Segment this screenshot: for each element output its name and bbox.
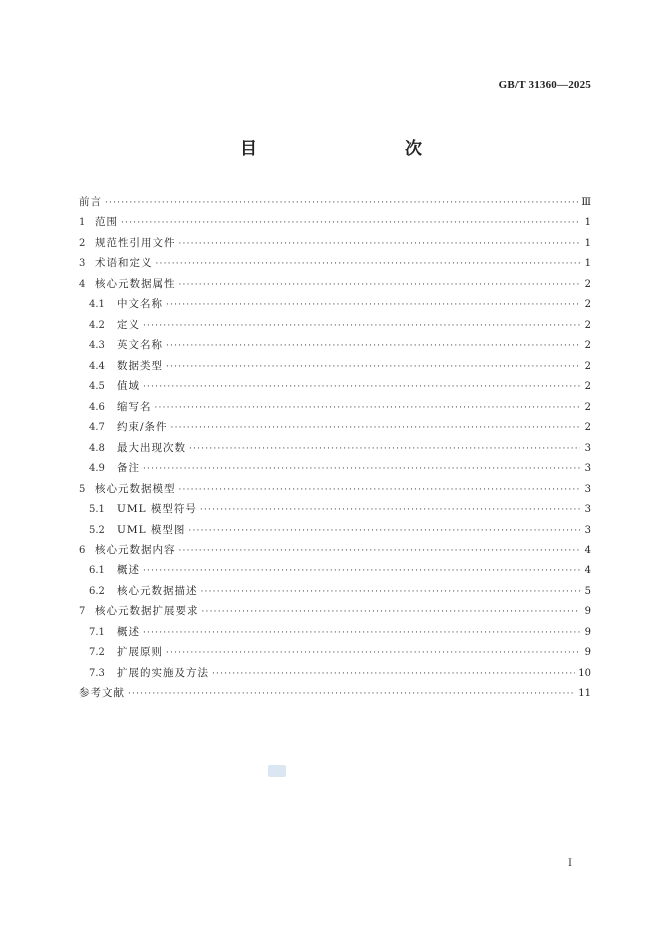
toc-entry-page: 4 xyxy=(584,544,591,556)
toc-dot-leader xyxy=(143,459,580,479)
toc-entry-page: 10 xyxy=(578,667,591,679)
toc-entry-page: 3 xyxy=(584,442,591,454)
toc-dot-leader xyxy=(201,582,581,602)
toc-dot-leader xyxy=(212,664,575,684)
toc-entry[interactable] xyxy=(79,335,591,355)
toc-entry-number: 7 xyxy=(79,606,86,618)
standard-code: GB/T 31360—2025 xyxy=(498,79,591,91)
toc-entry[interactable] xyxy=(79,212,591,232)
toc-entry-page: 2 xyxy=(584,299,591,311)
toc-entry[interactable] xyxy=(79,622,591,642)
toc-entry-page: 1 xyxy=(584,237,591,249)
toc-entry-page: 9 xyxy=(584,606,591,618)
toc-entry[interactable] xyxy=(79,233,591,253)
toc-entry[interactable] xyxy=(79,458,591,478)
toc-entry-page: 4 xyxy=(584,565,591,577)
toc-entry-label: 定义 xyxy=(117,318,140,331)
toc-entry[interactable] xyxy=(79,192,591,212)
toc-entry-label: 值域 xyxy=(117,380,140,393)
toc-entry-page: 3 xyxy=(584,504,591,516)
toc-dot-leader xyxy=(188,521,580,541)
toc-entry-page: 3 xyxy=(584,524,591,536)
toc-entry-number: 7.3 xyxy=(89,667,105,679)
watermark-logo xyxy=(268,765,286,777)
toc-entry[interactable] xyxy=(79,274,591,294)
toc-dot-leader xyxy=(166,336,580,356)
toc-entry-label: 概述 xyxy=(117,564,140,577)
toc-entry-number: 2 xyxy=(79,237,86,249)
toc-entry-label: 概述 xyxy=(117,625,140,638)
toc-entry[interactable] xyxy=(79,540,591,560)
page-number: I xyxy=(568,858,572,869)
toc-entry-number: 3 xyxy=(79,258,86,270)
toc-entry-label: 备注 xyxy=(117,462,140,475)
toc-entry[interactable] xyxy=(79,417,591,437)
toc-entry-number: 6.1 xyxy=(89,565,105,577)
toc-entry-page: 1 xyxy=(584,258,591,270)
toc-entry-page: 9 xyxy=(584,647,591,659)
toc-entry[interactable] xyxy=(79,315,591,335)
toc-dot-leader xyxy=(155,398,581,418)
toc-entry[interactable] xyxy=(79,294,591,314)
toc-entry-number: 5.2 xyxy=(89,524,105,536)
toc-entry-number: 4.7 xyxy=(89,422,105,434)
toc-entry-label: UML 模型符号 xyxy=(117,503,197,516)
toc-entry[interactable] xyxy=(79,479,591,499)
toc-entry-number: 4.5 xyxy=(89,381,105,393)
toc-entry-page: 2 xyxy=(584,422,591,434)
toc-entry[interactable] xyxy=(79,520,591,540)
toc-entry[interactable] xyxy=(79,356,591,376)
toc-entry-page: 1 xyxy=(584,217,591,229)
toc-entry-page: 2 xyxy=(584,278,591,290)
toc-entry-number: 4.2 xyxy=(89,319,105,331)
toc-entry-label: 参考文献 xyxy=(79,687,125,700)
toc-entry-number: 6 xyxy=(79,544,86,556)
toc-entry-number: 5 xyxy=(79,483,86,495)
toc-dot-leader xyxy=(105,193,578,213)
toc-entry-page: 3 xyxy=(584,483,591,495)
toc-entry-label: 范围 xyxy=(95,216,118,229)
toc-entry-label: 数据类型 xyxy=(117,359,163,372)
toc-entry[interactable] xyxy=(79,376,591,396)
toc-entry-label: 前言 xyxy=(79,196,102,208)
toc-dot-leader xyxy=(171,418,580,438)
toc-dot-leader xyxy=(166,295,580,315)
toc-entry-number: 7.2 xyxy=(89,647,105,659)
toc-entry-page: 11 xyxy=(578,688,591,700)
toc-entry-number: 4.1 xyxy=(89,299,105,311)
toc-entry-page: 2 xyxy=(584,360,591,372)
toc-entry-label: 规范性引用文件 xyxy=(95,236,176,249)
toc-entry-page: 2 xyxy=(584,340,591,352)
toc-entry-label: 英文名称 xyxy=(117,339,163,352)
toc-dot-leader xyxy=(128,684,575,704)
toc-entry[interactable] xyxy=(79,601,591,621)
toc-entry[interactable] xyxy=(79,560,591,580)
toc-entry-page: 3 xyxy=(584,463,591,475)
toc-dot-leader xyxy=(200,500,580,520)
toc-entry-number: 4.9 xyxy=(89,463,105,475)
toc-dot-leader xyxy=(143,377,580,397)
toc-entry-number: 4 xyxy=(79,278,86,290)
toc-entry[interactable] xyxy=(79,499,591,519)
toc-dot-leader xyxy=(143,623,580,643)
toc-entry-number: 7.1 xyxy=(89,626,105,638)
toc-dot-leader xyxy=(156,254,581,274)
toc-entry-page: 2 xyxy=(584,319,591,331)
toc-entry-label: 约束/条件 xyxy=(117,421,168,434)
toc-entry[interactable] xyxy=(79,438,591,458)
toc-entry-number: 4.8 xyxy=(89,442,105,454)
toc-entry[interactable] xyxy=(79,683,591,703)
toc-entry-label: 核心元数据属性 xyxy=(95,277,176,290)
toc-dot-leader xyxy=(143,316,580,336)
toc-entry-label: 缩写名 xyxy=(117,400,152,413)
toc-entry-page: 5 xyxy=(584,585,591,597)
toc-entry-number: 5.1 xyxy=(89,504,105,516)
toc-entry[interactable] xyxy=(79,642,591,662)
toc-entry-label: 核心元数据模型 xyxy=(95,482,176,495)
toc-entry-label: 核心元数据内容 xyxy=(95,543,176,556)
toc-entry-number: 4.3 xyxy=(89,340,105,352)
toc-entry-label: 最大出现次数 xyxy=(117,441,186,454)
toc-dot-leader xyxy=(189,439,580,459)
toc-entry[interactable] xyxy=(79,397,591,417)
toc-entry-label: 扩展原则 xyxy=(117,646,163,659)
toc-entry-number: 1 xyxy=(79,217,86,229)
toc-title: 目 次 xyxy=(240,139,460,159)
table-of-contents xyxy=(79,192,591,704)
toc-entry-page: 9 xyxy=(584,626,591,638)
toc-entry-number: 6.2 xyxy=(89,585,105,597)
toc-dot-leader xyxy=(179,275,581,295)
toc-entry[interactable] xyxy=(79,581,591,601)
toc-dot-leader xyxy=(166,643,580,663)
toc-entry-label: 核心元数据扩展要求 xyxy=(95,605,199,618)
toc-dot-leader xyxy=(166,357,580,377)
toc-dot-leader xyxy=(202,602,581,622)
toc-dot-leader xyxy=(179,480,581,500)
toc-entry-number: 4.4 xyxy=(89,360,105,372)
toc-entry-label: 术语和定义 xyxy=(95,257,153,270)
toc-entry-number: 4.6 xyxy=(89,401,105,413)
toc-entry-label: 核心元数据描述 xyxy=(117,584,198,597)
toc-dot-leader xyxy=(179,541,581,561)
toc-entry-page: Ⅲ xyxy=(581,197,591,208)
toc-dot-leader xyxy=(121,213,580,233)
toc-entry[interactable] xyxy=(79,253,591,273)
toc-entry-page: 2 xyxy=(584,381,591,393)
toc-entry-label: UML 模型图 xyxy=(117,523,186,536)
toc-entry-label: 扩展的实施及方法 xyxy=(117,666,209,679)
toc-entry[interactable] xyxy=(79,663,591,683)
toc-dot-leader xyxy=(179,234,581,254)
toc-entry-label: 中文名称 xyxy=(117,298,163,311)
toc-dot-leader xyxy=(143,561,580,581)
toc-entry-page: 2 xyxy=(584,401,591,413)
